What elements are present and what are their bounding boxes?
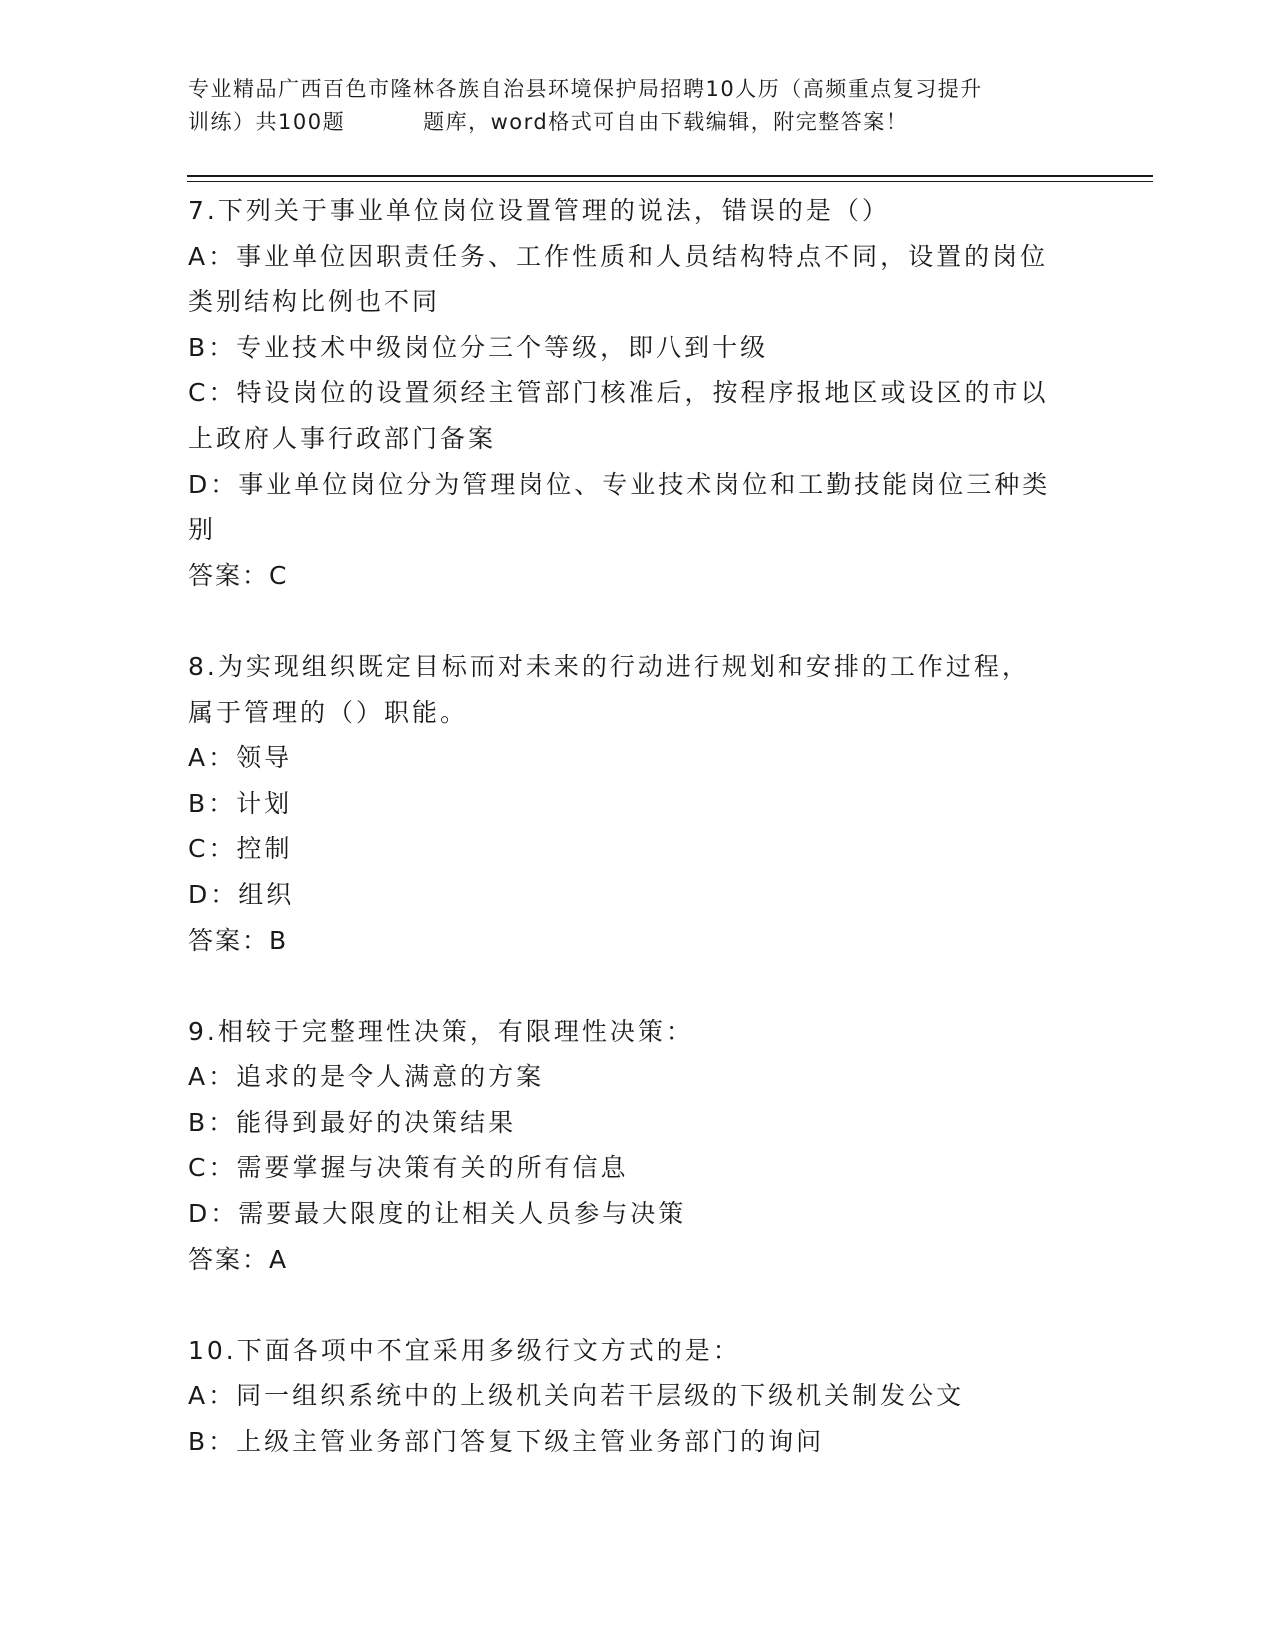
- answer: 答案：B: [188, 925, 289, 955]
- question-stem: 8.为实现组织既定目标而对未来的行动进行规划和安排的工作过程， 属于管理的（）职能。: [188, 651, 1030, 727]
- option-b: B：专业技术中级岗位分三个等级，即八到十级: [188, 332, 769, 362]
- option-a: A：事业单位因职责任务、工作性质和人员结构特点不同，设置的岗位 类别结构比例也不同: [188, 241, 1049, 317]
- question-stem: 9.相较于完整理性决策，有限理性决策：: [188, 1016, 694, 1046]
- document-header: [188, 73, 1088, 139]
- question-7: [188, 188, 1088, 598]
- option-c: C：控制: [188, 834, 293, 864]
- answer: 答案：C: [188, 560, 289, 590]
- option-d: D：组织: [188, 879, 295, 909]
- question-stem: 7.下列关于事业单位岗位设置管理的说法，错误的是（）: [188, 196, 890, 225]
- header-line-2-part-a: 训练）共100题: [188, 110, 346, 134]
- header-divider-thin: [187, 181, 1153, 182]
- header-line-2-part-b: 题库，word格式可自由下载编辑，附完整答案！: [423, 110, 909, 134]
- header-divider-thick: [187, 175, 1153, 177]
- question-8: [188, 644, 1088, 963]
- option-c: C：特设岗位的设置须经主管部门核准后，按程序报地区或设区的市以 上政府人事行政部门备案: [188, 378, 1049, 453]
- option-c: C：需要掌握与决策有关的所有信息: [188, 1153, 629, 1183]
- option-d: D：事业单位岗位分为管理岗位、专业技术岗位和工勤技能岗位三种类 别: [188, 469, 1051, 545]
- option-a: A：同一组织系统中的上级机关向若干层级的下级机关制发公文: [188, 1381, 965, 1411]
- question-list: [188, 188, 1088, 1465]
- option-d: D：需要最大限度的让相关人员参与决策: [188, 1199, 687, 1229]
- option-b: B：计划: [188, 788, 293, 818]
- question-9: [188, 1009, 1088, 1283]
- header-line-2: [188, 106, 1088, 139]
- option-b: B：能得到最好的决策结果: [188, 1107, 517, 1137]
- option-b: B：上级主管业务部门答复下级主管业务部门的询问: [188, 1427, 825, 1457]
- option-a: A：领导: [188, 743, 293, 773]
- answer: 答案：A: [188, 1244, 289, 1274]
- option-a: A：追求的是令人满意的方案: [188, 1062, 545, 1092]
- question-10: [188, 1328, 1088, 1465]
- header-line-1: 专业精品广西百色市隆林各族自治县环境保护局招聘10人历（高频重点复习提升: [188, 77, 983, 101]
- question-stem: 10.下面各项中不宜采用多级行文方式的是：: [188, 1335, 741, 1365]
